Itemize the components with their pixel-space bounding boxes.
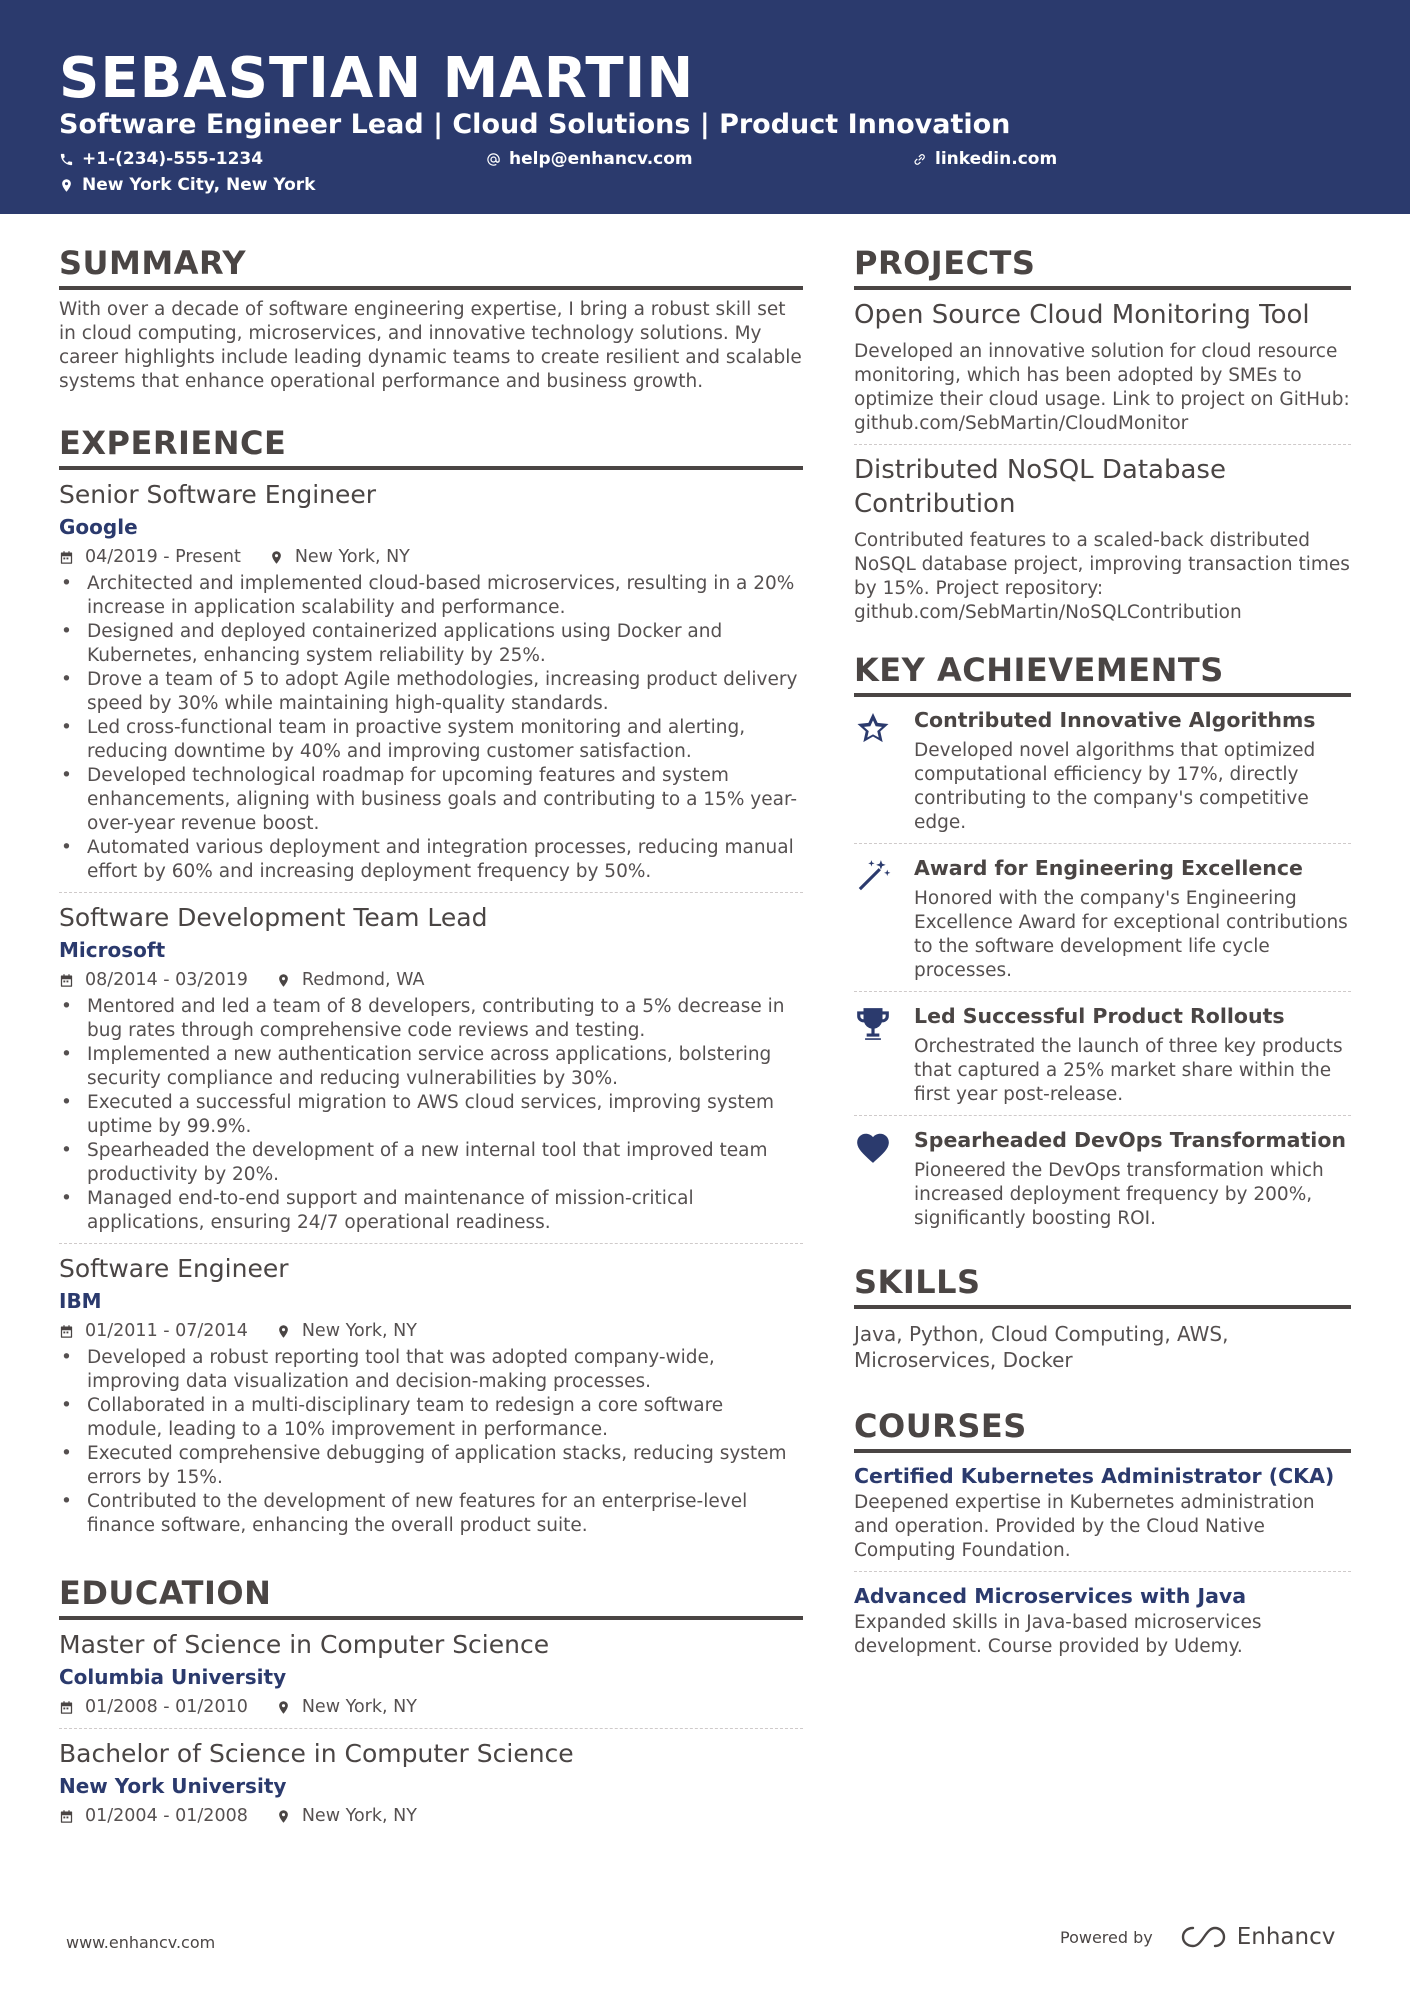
contact-linkedin[interactable] (912, 148, 1057, 170)
bullet-item: • Led cross-functional team in proactive system monitoring and alerting, reducing downtime by 40% and improving customer satisfaction. (59, 716, 803, 764)
calendar-icon (59, 1809, 74, 1824)
location-pin-icon (269, 550, 284, 565)
project-description: Developed an innovative solution for cloud resource monitoring, which has been adopted by SMEs to optimize their cloud usage. Link to project on GitHub: github.com/SebMartin/CloudMonitor (854, 341, 1350, 434)
enhancv-logo-icon (1181, 1924, 1227, 1950)
contact-phone[interactable] (59, 148, 263, 170)
project-description: Contributed features to a scaled-back distributed NoSQL database project, improving transaction times by 15%. Project repository: github.com/SebMartin/NoSQLContribution (854, 530, 1350, 623)
summary-section (59, 240, 803, 394)
bullet-item: • Mentored and led a team of 8 developers, contributing to a 5% decrease in bug rates through comprehensive code reviews and testing. (59, 995, 803, 1043)
location-text: New York City, New York (82, 175, 316, 195)
bullet-item: • Contributed to the development of new features for an enterprise-level finance software, enhancing the overall product suite. (59, 1490, 803, 1538)
company-name: Microsoft (59, 938, 166, 962)
bullet-item: • Drove a team of 5 to adopt Agile methodologies, increasing product delivery speed by 30% while maintaining high-quality standards. (59, 668, 803, 716)
experience-entry (59, 478, 803, 893)
bullet-item: • Executed comprehensive debugging of application stacks, reducing system errors by 15%. (59, 1442, 803, 1490)
email-text: help@enhancv.com (509, 149, 693, 169)
phone-text: +1-(234)-555-1234 (82, 149, 264, 169)
link-icon (912, 152, 927, 167)
achievement-description: Honored with the company's Engineering Excellence Award for exceptional contributions to the software development life cycle processes. (914, 888, 1348, 981)
magic-wand-icon (854, 857, 892, 895)
achievements-section (854, 647, 1351, 1239)
education-location (276, 1803, 417, 1829)
education-location-text: New York, NY (301, 1806, 417, 1826)
job-dates: 08/2014 - 03/2019 (85, 970, 248, 990)
skills-heading: SKILLS (854, 1259, 1351, 1309)
company-name: IBM (59, 1289, 102, 1313)
star-icon (854, 709, 892, 747)
linkedin-text: linkedin.com (935, 149, 1058, 169)
projects-heading: PROJECTS (854, 240, 1351, 290)
experience-section (59, 420, 803, 1546)
education-dates: 01/2004 - 01/2008 (85, 1806, 248, 1826)
footer-powered-by[interactable] (1060, 1924, 1335, 1950)
location-pin-icon (276, 1324, 291, 1339)
bullet-item: • Managed end-to-end support and maintenance of mission-critical applications, ensuring 24/7 operational readiness. (59, 1187, 803, 1235)
summary-text: With over a decade of software engineering expertise, I bring a robust skill set in cloud computing, microservices, and innovative technology solutions. My career highlights include leading dynamic teams to create resilient and scalable systems that enhance operational performance and business growth. (59, 299, 802, 392)
achievement-description: Developed novel algorithms that optimized computational efficiency by 17%, directly contributing to the company's competitive edge. (914, 740, 1316, 833)
course-description: Expanded skills in Java-based microservices development. Course provided by Udemy. (854, 1612, 1262, 1657)
achievement-item (854, 1001, 1351, 1116)
education-entry (59, 1737, 803, 1837)
resume-header (0, 0, 1410, 214)
job-location-text: Redmond, WA (301, 970, 425, 990)
trophy-icon (854, 1005, 892, 1043)
project-title: Open Source Cloud Monitoring Tool (854, 300, 1310, 330)
achievement-description: Pioneered the DevOps transformation which increased deployment frequency by 200%, significantly boosting ROI. (914, 1160, 1324, 1229)
bullet-item: • Developed a robust reporting tool that was adopted company-wide, improving data visualization and decision-making processes. (59, 1346, 803, 1394)
skills-section (854, 1259, 1351, 1373)
job-bullets (59, 572, 803, 884)
job-location (276, 967, 425, 993)
achievement-title: Led Successful Product Rollouts (914, 1004, 1285, 1028)
course-entry (854, 1461, 1351, 1572)
achievement-title: Contributed Innovative Algorithms (914, 708, 1316, 732)
location-pin-icon (276, 1809, 291, 1824)
footer-website[interactable]: www.enhancv.com (66, 1933, 216, 1952)
achievement-item (854, 853, 1351, 992)
achievement-item (854, 705, 1351, 844)
courses-section (854, 1403, 1351, 1667)
course-title: Advanced Microservices with Java (854, 1584, 1247, 1608)
enhancv-brand-text: Enhancv (1236, 1924, 1336, 1950)
calendar-icon (59, 1324, 74, 1339)
project-title: Distributed NoSQL Database Contribution (854, 455, 1226, 519)
job-title: Senior Software Engineer (59, 480, 377, 509)
job-title: Software Development Team Lead (59, 903, 488, 932)
job-location (269, 544, 410, 570)
job-dates: 01/2011 - 07/2014 (85, 1321, 248, 1341)
location-pin-icon (276, 1700, 291, 1715)
bullet-item: • Implemented a new authentication service across applications, bolstering security compliance and reducing vulnerabilities by 30%. (59, 1043, 803, 1091)
location-pin-icon (276, 973, 291, 988)
school-name: New York University (59, 1774, 287, 1798)
job-location-text: New York, NY (301, 1321, 417, 1341)
course-description: Deepened expertise in Kubernetes administration and operation. Provided by the Cloud Native Computing Foundation. (854, 1492, 1315, 1561)
powered-by-label: Powered by (1060, 1927, 1153, 1947)
education-entry (59, 1628, 803, 1729)
degree-title: Master of Science in Computer Science (59, 1630, 550, 1659)
bullet-item: • Spearheaded the development of a new internal tool that improved team productivity by 20%. (59, 1139, 803, 1187)
at-icon (486, 152, 501, 167)
achievements-heading: KEY ACHIEVEMENTS (854, 647, 1351, 697)
company-name: Google (59, 515, 138, 539)
achievement-title: Award for Engineering Excellence (914, 856, 1303, 880)
bullet-item: • Collaborated in a multi-disciplinary team to redesign a core software module, leading to a 10% improvement in performance. (59, 1394, 803, 1442)
job-meta (59, 544, 803, 570)
phone-icon (59, 152, 74, 167)
education-meta (59, 1694, 803, 1720)
degree-title: Bachelor of Science in Computer Science (59, 1739, 574, 1768)
project-entry (854, 298, 1351, 445)
bullet-item: • Executed a successful migration to AWS cloud services, improving system uptime by 99.9%. (59, 1091, 803, 1139)
location-pin-icon (59, 178, 74, 193)
contact-email[interactable] (486, 148, 693, 170)
enhancv-logo (1181, 1924, 1336, 1950)
right-column (854, 240, 1351, 1676)
summary-heading: SUMMARY (59, 240, 803, 290)
achievement-item (854, 1125, 1351, 1239)
bullet-item: • Designed and deployed containerized applications using Docker and Kubernetes, enhancing system reliability by 25%. (59, 620, 803, 668)
contact-location (59, 174, 315, 196)
calendar-icon (59, 973, 74, 988)
course-entry (854, 1581, 1351, 1667)
job-dates: 04/2019 - Present (85, 547, 241, 567)
skills-list: Java, Python, Cloud Computing, AWS, Microservices, Docker (854, 1322, 1229, 1372)
school-name: Columbia University (59, 1665, 287, 1689)
job-meta (59, 1318, 803, 1344)
education-section (59, 1570, 803, 1837)
education-location-text: New York, NY (301, 1697, 417, 1717)
courses-heading: COURSES (854, 1403, 1351, 1453)
education-meta (59, 1803, 803, 1829)
experience-heading: EXPERIENCE (59, 420, 803, 470)
bullet-item: • Developed technological roadmap for upcoming features and system enhancements, aligning with business goals and contributing to a 15% year-over-year revenue boost. (59, 764, 803, 836)
experience-entry (59, 1252, 803, 1546)
heart-icon (854, 1129, 892, 1167)
job-meta (59, 967, 803, 993)
education-location (276, 1694, 417, 1720)
job-bullets (59, 995, 803, 1235)
job-bullets (59, 1346, 803, 1538)
education-dates: 01/2008 - 01/2010 (85, 1697, 248, 1717)
education-heading: EDUCATION (59, 1570, 803, 1620)
candidate-name: SEBASTIAN MARTIN (59, 46, 695, 111)
job-location-text: New York, NY (294, 547, 410, 567)
calendar-icon (59, 550, 74, 565)
left-column (59, 240, 803, 1845)
project-entry (854, 453, 1351, 633)
calendar-icon (59, 1700, 74, 1715)
candidate-headline: Software Engineer Lead | Cloud Solutions | Product Innovation (59, 109, 1011, 140)
course-title: Certified Kubernetes Administrator (CKA) (854, 1464, 1335, 1488)
experience-entry (59, 901, 803, 1244)
bullet-item: • Automated various deployment and integration processes, reducing manual effort by 60% and increasing deployment frequency by 50%. (59, 836, 803, 884)
job-title: Software Engineer (59, 1254, 289, 1283)
achievement-description: Orchestrated the launch of three key products that captured a 25% market share within the first year post-release. (914, 1036, 1343, 1105)
achievement-title: Spearheaded DevOps Transformation (914, 1128, 1347, 1152)
projects-section (854, 240, 1351, 633)
bullet-item: • Architected and implemented cloud-based microservices, resulting in a 20% increase in application scalability and performance. (59, 572, 803, 620)
job-location (276, 1318, 417, 1344)
